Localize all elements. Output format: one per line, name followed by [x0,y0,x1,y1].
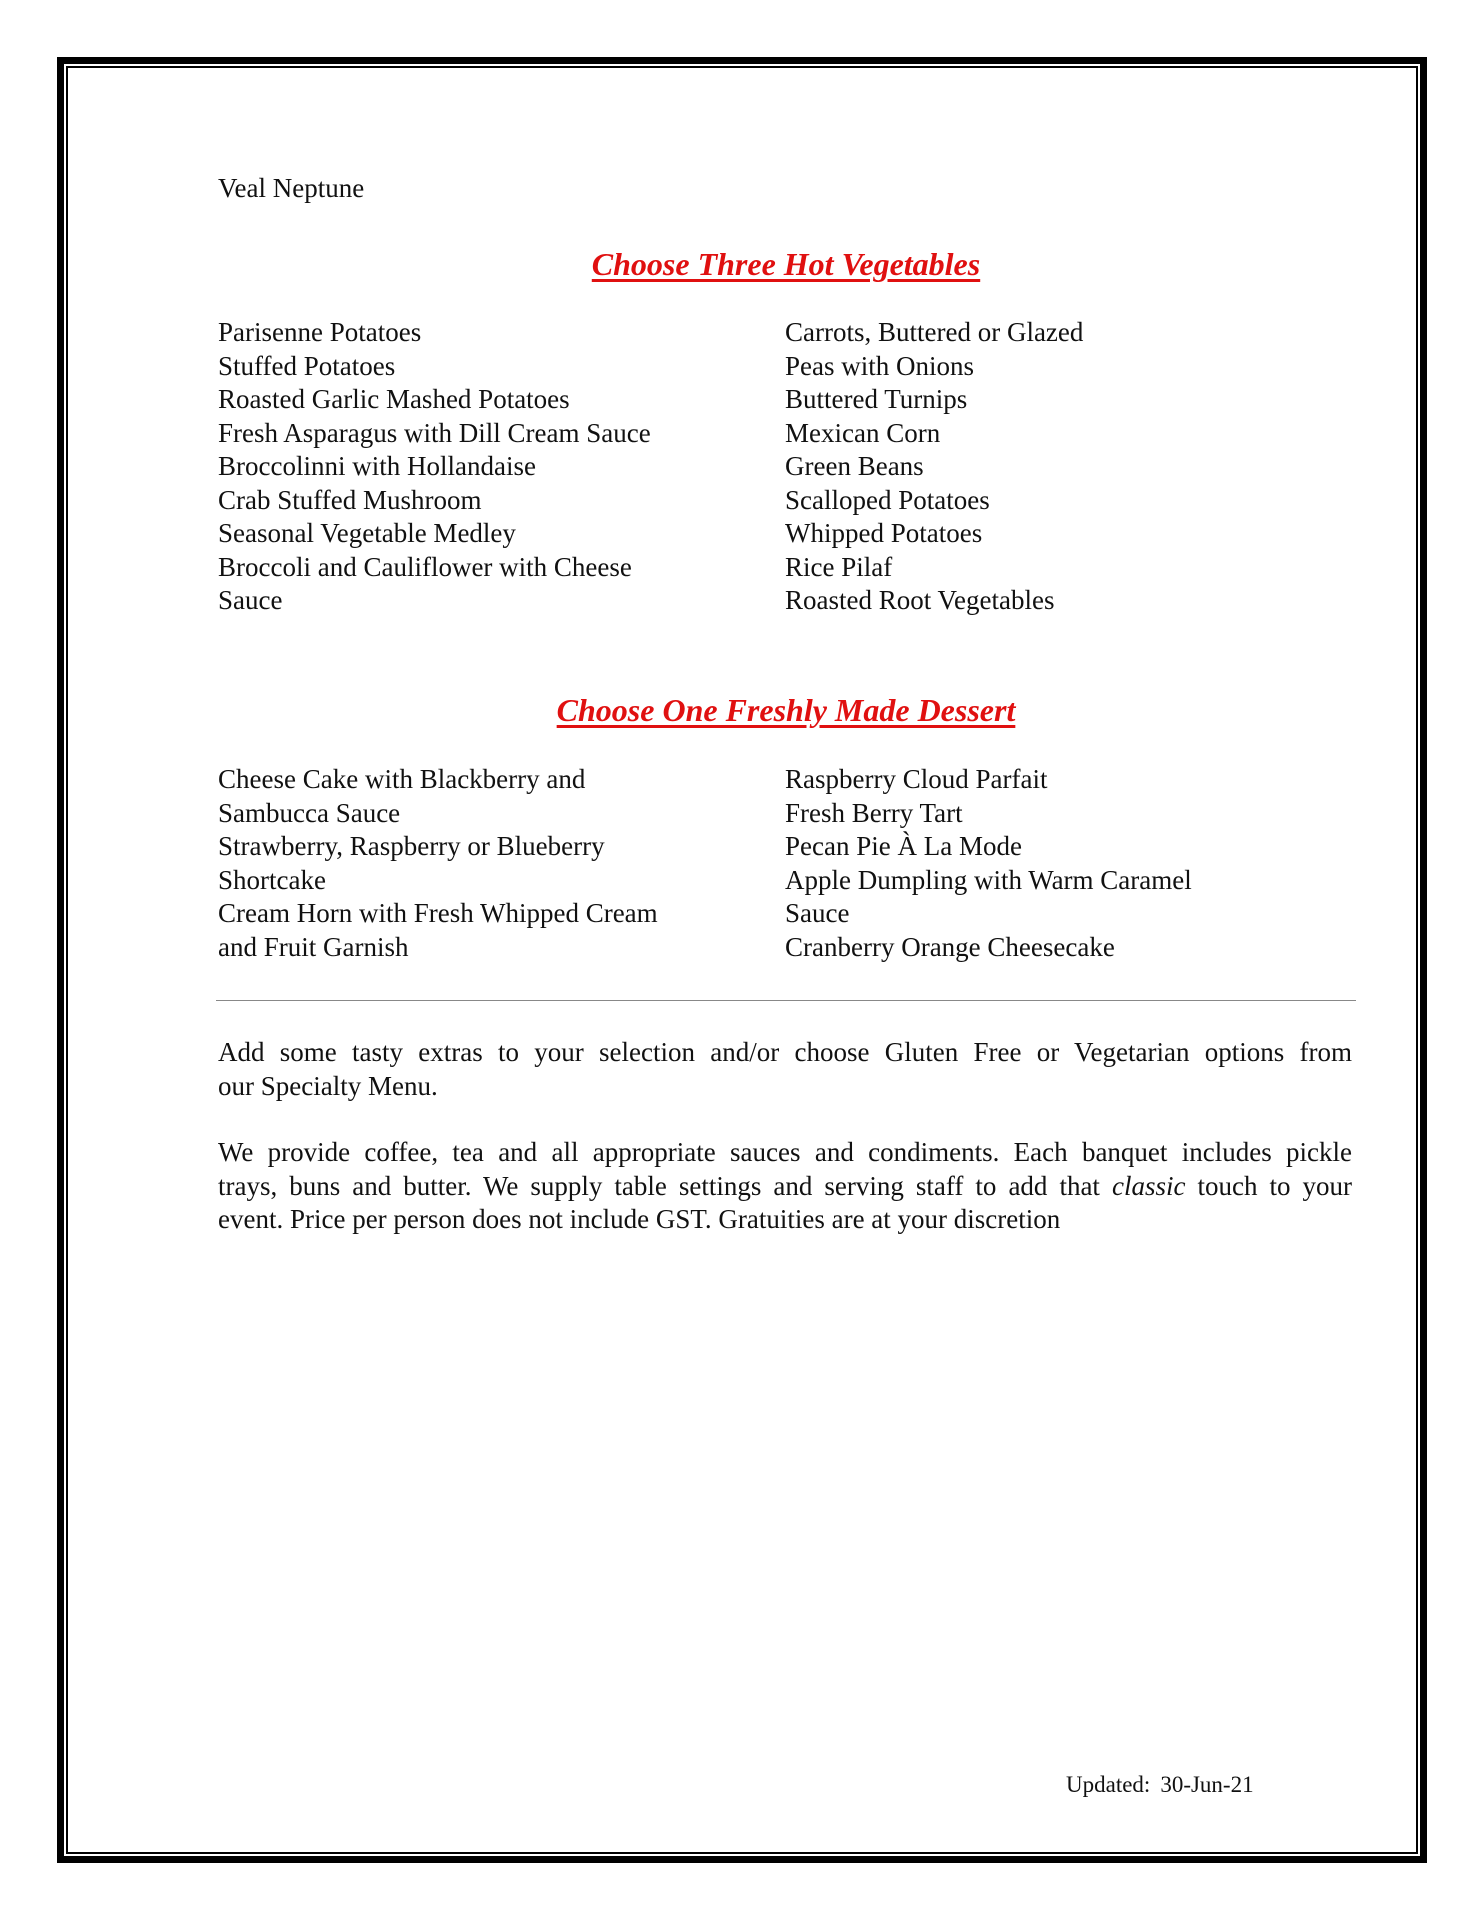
list-item: Buttered Turnips [785,384,968,414]
list-item: Sauce [218,585,283,615]
list-item: Crab Stuffed Mushroom [218,484,482,515]
vegetables-left-column [218,316,651,618]
updated-label: Updated: [1066,1772,1151,1797]
list-item: Broccoli and Cauliflower with Cheese [218,551,632,582]
desserts-left-column [218,763,658,964]
updated-date: 30-Jun-21 [1160,1772,1254,1797]
extras-line-1: Add some tasty extras to your selection and/or choose Gluten Free or Vegetarian options from [218,1037,1352,1067]
extras-line-2: our Specialty Menu. [218,1070,438,1101]
list-item: Fresh Berry Tart [785,797,963,828]
desserts-heading: Choose One Freshly Made Dessert [556,692,1016,728]
list-item: Fresh Asparagus with Dill Cream Sauce [218,417,651,448]
list-item: Scalloped Potatoes [785,484,990,515]
service-paragraph [218,1136,1352,1237]
list-item: Pecan Pie À La Mode [785,831,1022,861]
list-item: Shortcake [218,864,326,895]
service-line-3: event. Price per person does not include GST. Gratuities are at your discretion [218,1204,1061,1234]
section-divider [216,1000,1356,1001]
service-line-2-start: trays, buns and butter. We supply table settings and serving staff to add that [218,1170,1100,1201]
service-line-1: We provide coffee, tea and all appropriate sauces and condiments. Each banquet includes pickle [218,1137,1352,1167]
list-item: Whipped Potatoes [785,518,983,548]
list-item: Seasonal Vegetable Medley [218,518,516,548]
list-item: Sauce [785,898,850,928]
service-line-2 [218,1170,1352,1204]
list-item: Roasted Garlic Mashed Potatoes [218,384,570,414]
desserts-right-column [785,763,1192,964]
list-item: Cheese Cake with Blackberry and [218,764,586,794]
vegetables-heading: Choose Three Hot Vegetables [591,246,981,282]
list-item: Rice Pilaf [785,551,893,582]
list-item: Roasted Root Vegetables [785,585,1055,615]
list-item: Stuffed Potatoes [218,350,396,381]
list-item: Strawberry, Raspberry or Blueberry [218,831,605,861]
list-item: and Fruit Garnish [218,931,409,962]
updated-stamp [1066,1772,1254,1798]
entree-title: Veal Neptune [218,173,365,203]
extras-paragraph [218,1036,1352,1103]
service-line-2-end: touch to your [1197,1170,1353,1201]
classic-emphasis: classic [1111,1170,1186,1201]
list-item: Parisenne Potatoes [218,317,422,347]
list-item: Mexican Corn [785,417,941,448]
list-item: Apple Dumpling with Warm Caramel [785,864,1192,895]
vegetables-right-column [785,316,1083,618]
list-item: Peas with Onions [785,350,974,381]
list-item: Sambucca Sauce [218,797,401,828]
list-item: Cream Horn with Fresh Whipped Cream [218,898,658,928]
list-item: Broccolinni with Hollandaise [218,451,536,481]
list-item: Raspberry Cloud Parfait [785,764,1048,794]
list-item: Cranberry Orange Cheesecake [785,931,1115,962]
list-item: Carrots, Buttered or Glazed [785,317,1084,347]
list-item: Green Beans [785,451,924,481]
